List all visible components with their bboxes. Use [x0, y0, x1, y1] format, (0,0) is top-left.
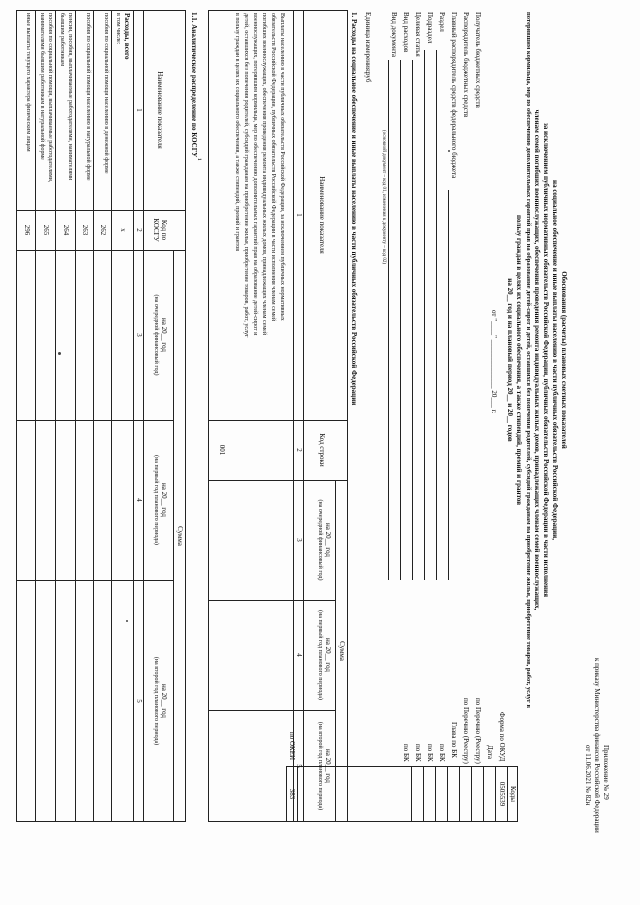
- s11-col-y2: на 20__ год: [160, 483, 168, 517]
- s1-row-text-2: обязательств Российской Федерации, публичных обязательств Российской Федерации в части исполнения членам семей: [270, 13, 276, 322]
- form-title-line3: за исключением публичных нормативных обязательств Российской Федерации, публичных обязательств Российской Федерации в части исполнения: [542, 122, 550, 597]
- scan-speck: [126, 620, 128, 622]
- section11-title: 1.1. Аналитическое распределение по КОСГУ: [190, 12, 198, 158]
- s1-col-y3-sub: (на второй год планового периода): [317, 721, 323, 811]
- s1-row-text-1: Выплаты населению в части публичных обязательств Российской Федерации, за исключением публичных нормативных: [279, 13, 285, 321]
- bk4-label: по БК: [402, 744, 410, 762]
- chief-manager-label: Главный распорядитель средств федерального бюджета: [450, 12, 458, 179]
- appendix-order: к приказу Министерства финансов Российской Федерации: [593, 658, 601, 833]
- okud-label: Форма по ОКУД: [498, 712, 506, 762]
- s11-row5-code: 296: [23, 224, 31, 236]
- s11-col-y3-sub: (на второй год планового периода): [153, 656, 159, 746]
- s11-row3-code: 264: [62, 224, 70, 236]
- subsection-label: Подраздел: [426, 12, 434, 44]
- scan-speck: [448, 150, 450, 152]
- codes-header: Коды: [509, 786, 517, 802]
- section-label: Раздел: [438, 12, 446, 32]
- form-title-line6: пользу граждан в целях их социального обеспечения, а также стипендий, премий и грантов: [515, 214, 523, 506]
- s11-n2: 2: [135, 228, 143, 232]
- manager-label: Распорядитель бюджетных средств: [462, 12, 470, 118]
- section1-title: 1. Расходы на социальное обеспечение и иные выплаты населению в части публичных обязательств Российской Федерации: [350, 12, 358, 406]
- s11-col-sum: Сумма: [176, 526, 184, 546]
- form-title-line5: потерявшим кормильца, мер по обеспечению дополнительных гарантий прав на образование детей-сирот и детей, оставшихся без попечения родителей, субсидий гражданам на приобретение жилья, приобретение товаров, работ, услуг в: [525, 12, 532, 708]
- appendix-number: Приложение № 29: [602, 745, 610, 800]
- s1-n5: 5: [295, 764, 303, 768]
- bk3-label: по БК: [414, 744, 422, 762]
- s11-total-code: х: [119, 228, 127, 232]
- form-title-line4: членам семей погибших военнослужащих, обеспечения проведения ремонта индивидуальных жилых домов, принадлежащих членам семей военнослужащих,: [533, 109, 541, 611]
- rotated-form: [16, 10, 616, 890]
- s1-n4: 4: [295, 653, 303, 657]
- okei-label: по ОКЕИ: [288, 732, 296, 761]
- form-date-line: от "____" ______________ 20___ г.: [490, 310, 498, 414]
- chapter-label: Глава по БК: [450, 722, 458, 758]
- s11-row4-code: 265: [42, 224, 50, 236]
- s1-col-y3: на 20__ год: [324, 749, 332, 783]
- form-title: Обоснования (расчеты) плановых сметных показателей: [560, 271, 568, 449]
- s1-row-text-4: военнослужащих, потерявшим кормильца, мер по обеспечению дополнительных гарантий прав на образование детей-сирот и: [252, 13, 258, 336]
- s11-row2-code: 263: [81, 224, 89, 236]
- s1-col-y1-sub: (на очередной финансовый год): [317, 499, 323, 581]
- s11-row3-label-b: бывшим работникам: [59, 13, 65, 67]
- s11-col-y3: на 20__ год: [160, 684, 168, 718]
- s11-row1-code: 262: [99, 224, 107, 236]
- s1-col-y1: на 20__ год: [324, 523, 332, 557]
- document-type-hint: (основной документ – код 01, изменения к документу – код 02): [381, 130, 386, 264]
- registry2-label: по Перечню (Реестру): [462, 698, 470, 764]
- s11-n3: 3: [135, 333, 143, 337]
- s1-n2: 2: [295, 448, 303, 452]
- okei-value: 383: [288, 788, 296, 800]
- s1-n1: 1: [295, 213, 303, 217]
- s11-n4: 4: [135, 498, 143, 502]
- date-label: Дата: [486, 745, 494, 759]
- bk2-label: по БК: [426, 744, 434, 762]
- s1-col-y2-sub: (на первый год планового периода): [317, 610, 323, 700]
- appendix-date: от 11.06.2021 № 82н: [584, 745, 592, 806]
- scan-speck: [58, 352, 61, 355]
- s11-col-y1: на 20__ год: [160, 318, 168, 352]
- s11-n5: 5: [135, 699, 143, 703]
- bk1-label: по БК: [438, 744, 446, 762]
- s11-col-code: Код по КОСГУ: [152, 218, 168, 242]
- registry1-label: по Перечню (Реестру): [474, 698, 482, 764]
- form-title-line2: на социальное обеспечение и иные выплаты населению в части публичных обязательств Российской Федерации,: [551, 180, 559, 540]
- s11-col-name: Наименование показателя: [156, 71, 164, 149]
- unit-label: Единица измерения:: [364, 12, 372, 73]
- s11-row1-label: пособия по социальной помощи населению в денежной форме: [103, 13, 109, 174]
- s11-row5-label: иные выплаты текущего характера физическим лицам: [25, 13, 31, 152]
- s11-col-y1-sub: (на очередной финансовый год): [153, 294, 159, 376]
- s1-col-code: Код строки: [318, 433, 326, 467]
- s11-row4-label-a: пособия по социальной помощи, выплачиваемые работодателями,: [47, 13, 53, 183]
- okud-value: 0505539: [498, 781, 506, 807]
- s1-row-code: 001: [218, 444, 226, 456]
- s11-col-y2-sub: (на первый год планового периода): [153, 455, 159, 545]
- s11-row3-label-a: пенсии, пособия, выплачиваемые работодателями, нанимателями: [67, 13, 73, 181]
- s11-row2-label: пособия по социальной помощи населению в натуральной форме: [85, 13, 91, 181]
- s1-row-text-3: погибших военнослужащих, обеспечения проведения ремонта индивидуальных жилых домов, принадлежащих членам семей: [261, 13, 267, 336]
- s1-col-sum: Сумма: [338, 641, 346, 661]
- expense-type-label: Вид расходов: [402, 12, 410, 53]
- s11-total-label: Расходы, всего: [123, 13, 131, 60]
- s1-n3: 3: [295, 538, 303, 542]
- document-type-label: Вид документа: [390, 12, 398, 58]
- form-title-period: на 20__ год и на плановый период 20__ и 20__ годов: [506, 278, 514, 442]
- s1-row-text-5: детей, оставшихся без попечения родителей, субсидий гражданам на приобретение жилья, приобретение товаров, работ, услуг: [243, 13, 249, 338]
- recipient-label: Получатель бюджетных средств: [474, 12, 482, 108]
- target-article-label: Целевая статья: [414, 12, 422, 57]
- s11-n1: 1: [135, 108, 143, 112]
- unit-value: руб: [364, 72, 372, 83]
- s1-col-name: Наименование показателя: [318, 176, 326, 254]
- s11-incl-label: в том числе:: [115, 13, 121, 45]
- s1-col-y2: на 20__ год: [324, 638, 332, 672]
- s1-row-text-6: в пользу граждан в целях их социального обеспечения, а также стипендий, премий и грантов: [234, 13, 240, 252]
- s11-row4-label-b: нанимателями бывшим работникам в натуральной форме: [39, 13, 45, 160]
- section11-footnote: 1: [196, 158, 201, 161]
